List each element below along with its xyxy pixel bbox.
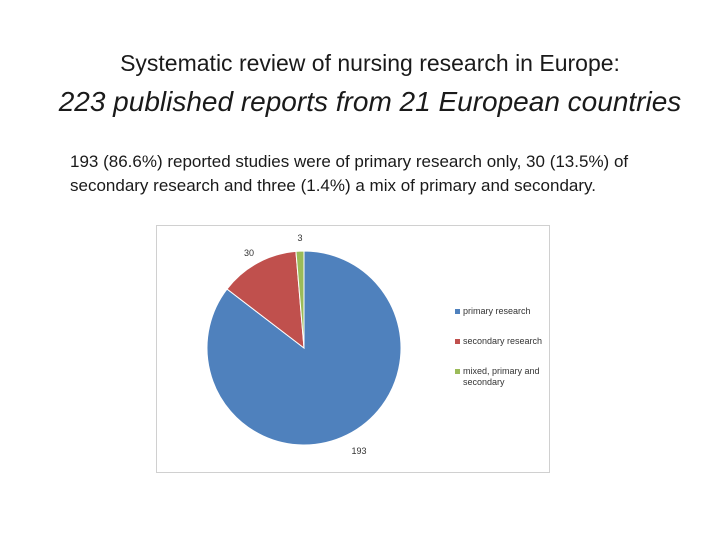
pie-chart-canvas [157,226,549,472]
data-label-1: 193 [351,446,367,456]
legend-label: secondary research [463,336,543,346]
legend-label: mixed, primary and secondary [463,366,540,387]
legend-item [455,366,550,388]
legend-swatch [455,339,460,344]
legend-item [455,336,542,347]
legend-item [455,306,531,317]
slide-subtitle: 223 published reports from 21 European countries [58,86,682,117]
data-label-2: 30 [243,248,255,258]
legend-swatch [455,309,460,314]
pie-chart [156,225,550,473]
legend-label: primary research [463,306,531,316]
legend-swatch [455,369,460,374]
summary-text: 193 (86.6%) reported studies were of primary research only, 30 (13.5%) of secondary research and three (1.4%) a mix of primary and secondary. [70,152,629,195]
data-label-3: 3 [297,233,303,243]
slide-title: Systematic review of nursing research in Europe: [120,50,620,76]
